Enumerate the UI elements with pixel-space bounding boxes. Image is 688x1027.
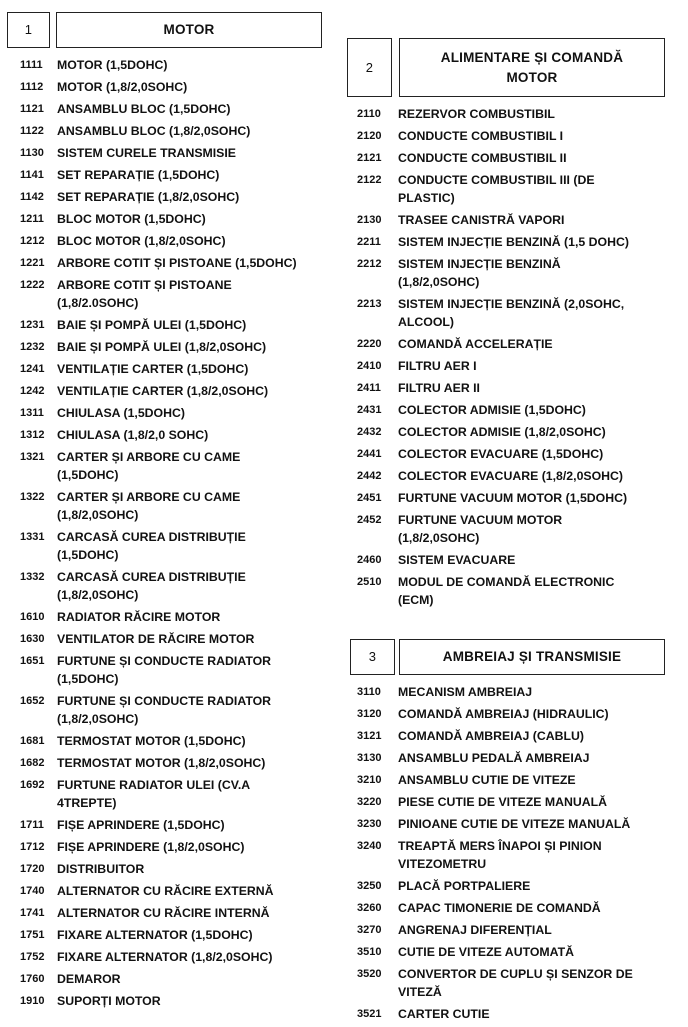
item-code: 2442 [357, 470, 382, 482]
item-text: COLECTOR ADMISIE (1,8/2,0SOHC) [398, 425, 606, 439]
item-text: CONDUCTE COMBUSTIBIL III (DE PLASTIC) [398, 173, 595, 205]
item-text: SISTEM INJECȚIE BENZINĂ (2,0SOHC, ALCOOL) [398, 297, 625, 329]
item-code: 3240 [357, 840, 382, 852]
item-text: SISTEM EVACUARE [398, 553, 516, 567]
item-code: 1112 [20, 81, 44, 93]
item-code: 3110 [357, 686, 381, 698]
section-2-title: ALIMENTARE ȘI COMANDĂ MOTOR [399, 38, 665, 97]
item-code: 2130 [357, 214, 382, 226]
item-text: PLACĂ PORTPALIERE [398, 879, 531, 893]
item-text: ANSAMBLU PEDALĂ AMBREIAJ [398, 751, 590, 765]
item-code: 2121 [357, 152, 382, 164]
item-code: 1332 [20, 571, 45, 583]
item-code: 3220 [357, 796, 382, 808]
item-text: ALTERNATOR CU RĂCIRE EXTERNĂ [57, 884, 274, 898]
item-text: ANSAMBLU CUTIE DE VITEZE [398, 773, 576, 787]
item-code: 2212 [357, 258, 382, 270]
item-code: 1311 [20, 407, 44, 419]
item-text: FIXARE ALTERNATOR (1,5DOHC) [57, 928, 253, 942]
item-code: 1121 [20, 103, 44, 115]
item-text: SISTEM INJECȚIE BENZINĂ (1,8/2,0SOHC) [398, 257, 561, 289]
item-text: FIXARE ALTERNATOR (1,8/2,0SOHC) [57, 950, 273, 964]
item-text: ALTERNATOR CU RĂCIRE INTERNĂ [57, 906, 270, 920]
item-code: 1221 [20, 257, 45, 269]
item-text: FIȘE APRINDERE (1,8/2,0SOHC) [57, 840, 245, 854]
item-text: MOTOR (1,5DOHC) [57, 58, 168, 72]
item-text: FURTUNE VACUUM MOTOR (1,5DOHC) [398, 491, 628, 505]
item-code: 2220 [357, 338, 382, 350]
item-code: 1652 [20, 695, 45, 707]
item-text: FILTRU AER I [398, 359, 477, 373]
item-code: 1331 [20, 531, 45, 543]
item-text: MODUL DE COMANDĂ ELECTRONIC (ECM) [398, 575, 615, 607]
item-code: 2120 [357, 130, 382, 142]
item-code: 2432 [357, 426, 382, 438]
item-text: ANSAMBLU BLOC (1,8/2,0SOHC) [57, 124, 251, 138]
item-code: 1212 [20, 235, 45, 247]
item-code: 1231 [20, 319, 45, 331]
item-text: COLECTOR EVACUARE (1,8/2,0SOHC) [398, 469, 624, 483]
item-text: VENTILAȚIE CARTER (1,5DOHC) [57, 362, 249, 376]
item-text: BLOC MOTOR (1,8/2,0SOHC) [57, 234, 226, 248]
item-code: 1242 [20, 385, 45, 397]
item-code: 1241 [20, 363, 45, 375]
item-code: 2460 [357, 554, 382, 566]
item-code: 1141 [20, 169, 44, 181]
item-code: 2441 [357, 448, 382, 460]
item-code: 1630 [20, 633, 45, 645]
item-text: FIȘE APRINDERE (1,5DOHC) [57, 818, 225, 832]
item-code: 1211 [20, 213, 44, 225]
item-code: 3130 [357, 752, 382, 764]
item-code: 3520 [357, 968, 382, 980]
item-code: 1682 [20, 757, 45, 769]
item-code: 2211 [357, 236, 381, 248]
item-text: CONDUCTE COMBUSTIBIL I [398, 129, 564, 143]
item-code: 1312 [20, 429, 45, 441]
item-code: 2411 [357, 382, 381, 394]
item-code: 2451 [357, 492, 382, 504]
item-text: PIESE CUTIE DE VITEZE MANUALĂ [398, 795, 608, 809]
item-code: 1692 [20, 779, 45, 791]
item-text: CAPAC TIMONERIE DE COMANDĂ [398, 901, 601, 915]
item-code: 3210 [357, 774, 382, 786]
section-2-number: 2 [347, 38, 392, 97]
item-code: 3121 [357, 730, 382, 742]
item-code: 1760 [20, 973, 45, 985]
section-1-title: MOTOR [56, 12, 322, 48]
item-code: 3250 [357, 880, 382, 892]
item-text: CUTIE DE VITEZE AUTOMATĂ [398, 945, 575, 959]
item-text: ANSAMBLU BLOC (1,5DOHC) [57, 102, 231, 116]
item-code: 1752 [20, 951, 45, 963]
item-text: CHIULASA (1,5DOHC) [57, 406, 185, 420]
item-text: COLECTOR ADMISIE (1,5DOHC) [398, 403, 586, 417]
item-code: 1681 [20, 735, 45, 747]
item-text: SISTEM CURELE TRANSMISIE [57, 146, 237, 160]
item-text: TRASEE CANISTRĂ VAPORI [398, 213, 565, 227]
item-code: 1751 [20, 929, 45, 941]
item-code: 1720 [20, 863, 45, 875]
item-text: FURTUNE RADIATOR ULEI (CV.A 4TREPTE) [57, 778, 251, 810]
item-text: ARBORE COTIT ȘI PISTOANE (1,8/2.0SOHC) [57, 278, 232, 310]
item-text: CARTER CUTIE [398, 1007, 490, 1021]
item-text: DISTRIBUITOR [57, 862, 145, 876]
item-code: 1740 [20, 885, 45, 897]
item-text: SET REPARAȚIE (1,5DOHC) [57, 168, 220, 182]
item-text: FILTRU AER II [398, 381, 480, 395]
item-text: CARTER ȘI ARBORE CU CAME (1,8/2,0SOHC) [57, 490, 241, 522]
item-text: CARCASĂ CUREA DISTRIBUȚIE (1,5DOHC) [57, 530, 246, 562]
item-code: 2122 [357, 174, 382, 186]
item-code: 2510 [357, 576, 382, 588]
item-code: 2110 [357, 108, 381, 120]
item-text: MOTOR (1,8/2,0SOHC) [57, 80, 188, 94]
item-code: 1122 [20, 125, 44, 137]
item-code: 3120 [357, 708, 382, 720]
item-code: 3270 [357, 924, 382, 936]
item-code: 1142 [20, 191, 44, 203]
item-code: 1741 [20, 907, 45, 919]
item-code: 3521 [357, 1008, 382, 1020]
item-code: 1321 [20, 451, 45, 463]
item-code: 2410 [357, 360, 382, 372]
item-code: 2213 [357, 298, 382, 310]
item-text: FURTUNE ȘI CONDUCTE RADIATOR (1,8/2,0SOHC) [57, 694, 272, 726]
item-text: TERMOSTAT MOTOR (1,5DOHC) [57, 734, 246, 748]
item-text: REZERVOR COMBUSTIBIL [398, 107, 555, 121]
item-text: SUPORȚI MOTOR [57, 994, 161, 1008]
item-code: 2452 [357, 514, 382, 526]
item-code: 1111 [20, 59, 43, 71]
item-text: RADIATOR RĂCIRE MOTOR [57, 610, 221, 624]
item-code: 1651 [20, 655, 45, 667]
item-text: CARCASĂ CUREA DISTRIBUȚIE (1,8/2,0SOHC) [57, 570, 246, 602]
item-code: 2431 [357, 404, 382, 416]
item-text: FURTUNE ȘI CONDUCTE RADIATOR (1,5DOHC) [57, 654, 272, 686]
item-text: BLOC MOTOR (1,5DOHC) [57, 212, 206, 226]
item-code: 1222 [20, 279, 45, 291]
item-text: VENTILATOR DE RĂCIRE MOTOR [57, 632, 255, 646]
item-text: TREAPTĂ MERS ÎNAPOI ȘI PINION VITEZOMETRU [398, 839, 602, 871]
item-text: VENTILAȚIE CARTER (1,8/2,0SOHC) [57, 384, 269, 398]
item-text: CONVERTOR DE CUPLU ȘI SENZOR DE VITEZĂ [398, 967, 633, 999]
item-text: CHIULASA (1,8/2,0 SOHC) [57, 428, 209, 442]
item-text: FURTUNE VACUUM MOTOR (1,8/2,0SOHC) [398, 513, 563, 545]
item-code: 3260 [357, 902, 382, 914]
section-3-number: 3 [350, 639, 395, 675]
item-code: 1711 [20, 819, 44, 831]
item-text: CONDUCTE COMBUSTIBIL II [398, 151, 567, 165]
item-text: COMANDĂ AMBREIAJ (CABLU) [398, 729, 585, 743]
item-text: PINIOANE CUTIE DE VITEZE MANUALĂ [398, 817, 631, 831]
item-code: 3510 [357, 946, 382, 958]
item-code: 1130 [20, 147, 44, 159]
item-text: ANGRENAJ DIFERENȚIAL [398, 923, 552, 937]
item-code: 3230 [357, 818, 382, 830]
item-code: 1610 [20, 611, 45, 623]
item-text: SISTEM INJECȚIE BENZINĂ (1,5 DOHC) [398, 235, 629, 249]
item-text: COMANDĂ ACCELERAȚIE [398, 337, 553, 351]
item-code: 1232 [20, 341, 45, 353]
item-text: TERMOSTAT MOTOR (1,8/2,0SOHC) [57, 756, 266, 770]
item-text: BAIE ȘI POMPĂ ULEI (1,8/2,0SOHC) [57, 340, 267, 354]
item-code: 1322 [20, 491, 45, 503]
section-1-number: 1 [7, 12, 50, 48]
item-text: ARBORE COTIT ȘI PISTOANE (1,5DOHC) [57, 256, 297, 270]
item-text: BAIE ȘI POMPĂ ULEI (1,5DOHC) [57, 318, 247, 332]
item-text: DEMAROR [57, 972, 121, 986]
item-text: COMANDĂ AMBREIAJ (HIDRAULIC) [398, 707, 609, 721]
item-code: 1712 [20, 841, 45, 853]
item-text: COLECTOR EVACUARE (1,5DOHC) [398, 447, 604, 461]
item-code: 1910 [20, 995, 45, 1007]
item-text: SET REPARAȚIE (1,8/2,0SOHC) [57, 190, 240, 204]
item-text: CARTER ȘI ARBORE CU CAME (1,5DOHC) [57, 450, 241, 482]
section-3-title: AMBREIAJ ȘI TRANSMISIE [399, 639, 665, 675]
item-text: MECANISM AMBREIAJ [398, 685, 533, 699]
